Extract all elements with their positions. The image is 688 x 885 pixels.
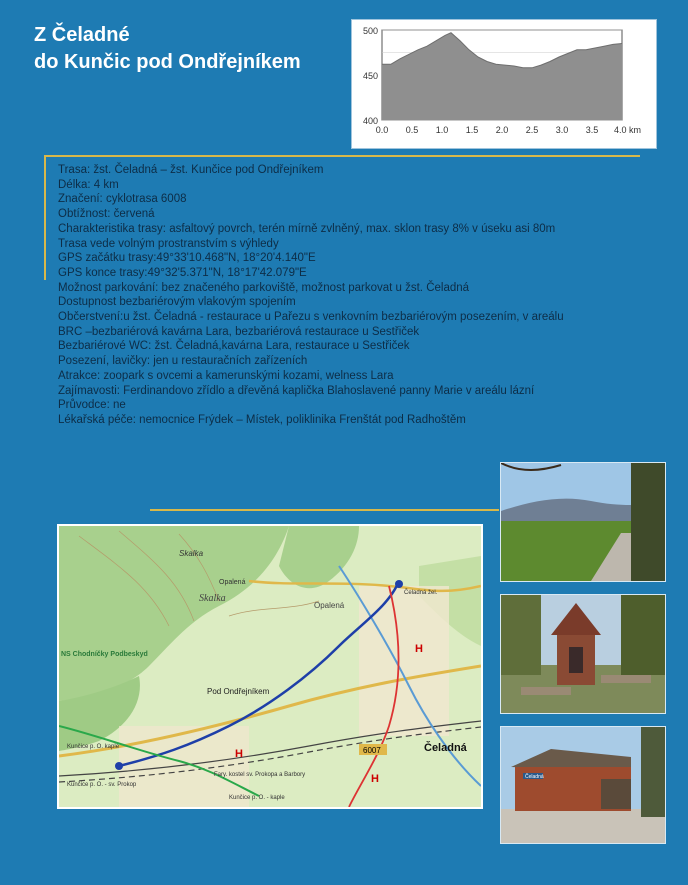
map-label-kuncice-1: Kunčice p. O. kaple xyxy=(67,744,120,750)
map-label-kuncice-2: Kunčice p. O. - sv. Prokop xyxy=(67,782,137,788)
photo-station xyxy=(500,726,666,844)
info-line: Možnost parkování: bez značeného parkoviště, možnost parkovat u žst. Čeladná xyxy=(58,281,470,294)
start-marker xyxy=(395,580,403,588)
map-graphic xyxy=(59,526,481,807)
y-tick-label: 400 xyxy=(362,116,378,126)
info-line: Průvodce: ne xyxy=(58,399,126,412)
map-label-skalka-big: Skalka xyxy=(199,593,226,604)
info-line: Trasa: žst. Čeladná – žst. Kunčice pod Ondřejníkem xyxy=(58,164,324,176)
info-line: Obtížnost: červená xyxy=(58,208,155,221)
elevation-chart xyxy=(352,20,656,148)
svg-text:H: H xyxy=(371,773,379,785)
info-line: Lékařská péče: nemocnice Frýdek – Místek, poliklinika Frenštát pod Radhoštěm xyxy=(58,413,466,426)
x-tick-label: 2.0 xyxy=(495,125,509,135)
info-line: Atrakce: zoopark s ovcemi a kamerunskými kozami, welness Lara xyxy=(58,369,394,382)
map-label-kostel: Fary. kostel sv. Prokopa a Barbory xyxy=(214,772,306,778)
map-label-ns: NS Chodníčky Podbeskyd xyxy=(61,651,148,658)
map-label-route-number: 6007 xyxy=(363,746,381,755)
x-tick-label: 0.5 xyxy=(405,125,419,135)
x-tick-label: 0.0 xyxy=(375,125,389,135)
photo-chapel xyxy=(500,594,666,714)
divider-line-vertical xyxy=(44,155,46,280)
svg-text:H: H xyxy=(235,748,243,760)
station-sign: Čeladná xyxy=(525,774,544,780)
x-tick-label: 2.5 xyxy=(525,125,539,135)
info-line: Značení: cyklotrasa 6008 xyxy=(58,193,187,206)
x-tick-label: 4.0 km xyxy=(614,125,642,135)
title-line-2: do Kunčic pod Ondřejníkem xyxy=(34,51,301,73)
y-tick-label: 450 xyxy=(362,71,378,81)
title-line-1: Z Čeladné xyxy=(34,24,130,46)
photo-landscape xyxy=(500,462,666,582)
map-label-skalka: Skalka xyxy=(179,549,204,558)
info-line: Charakteristika trasy: asfaltový povrch, terén mírně zvlněný, max. sklon trasy 8% v úseku asi 80m xyxy=(58,222,556,235)
map-label-kuncice-3: Kunčice p. O. - kaple xyxy=(229,795,285,801)
x-tick-label: 1.0 xyxy=(435,125,449,135)
map-label-pod-ondrejnikem: Pod Ondřejníkem xyxy=(207,687,270,696)
info-line: Zajímavosti: Ferdinandovo zřídlo a dřevěná kaplička Blahoslavené panny Marie v areálu lázní xyxy=(58,384,535,397)
end-marker xyxy=(115,762,123,770)
map-label-opalena-2: Opalená xyxy=(314,601,345,610)
info-line: Občerstvení:u žst. Čeladná - restaurace u Pařezu s venkovním bezbariérovým posezením, v areálu xyxy=(58,311,564,324)
x-tick-label: 1.5 xyxy=(465,125,479,135)
info-line: Bezbariérové WC: žst. Čeladná,kavárna Lara, restaurace u Sestřiček xyxy=(58,340,410,353)
info-line: GPS začátku trasy:49°33'10.468"N, 18°20'4.140"E xyxy=(58,252,316,265)
info-line: BRC –bezbariérová kavárna Lara, bezbariérová restaurace u Sestřiček xyxy=(58,325,420,338)
map-label-opalena: Opalená xyxy=(219,579,246,586)
map-label-celadna: Čeladná xyxy=(424,742,467,754)
info-line: Délka: 4 km xyxy=(58,178,119,191)
info-line: Trasa vede volným prostranstvím s výhledy xyxy=(58,237,279,250)
divider-line xyxy=(44,155,640,157)
info-line: GPS konce trasy:49°32'5.371"N, 18°17'42.079"E xyxy=(58,266,307,279)
divider-line-photos xyxy=(150,509,499,511)
y-tick-label: 500 xyxy=(362,26,378,36)
page-title xyxy=(34,22,301,76)
info-line: Dostupnost bezbariérovým vlakovým spojením xyxy=(58,296,296,309)
route-map xyxy=(57,524,483,809)
svg-text:H: H xyxy=(415,643,423,655)
route-info xyxy=(58,163,638,428)
elevation-profile xyxy=(351,19,657,149)
map-label-station: Čeladná žel. xyxy=(404,590,438,596)
x-tick-label: 3.5 xyxy=(585,125,599,135)
info-line: Posezení, lavičky: jen u restauračních zařízeních xyxy=(58,355,308,368)
x-tick-label: 3.0 xyxy=(555,125,569,135)
